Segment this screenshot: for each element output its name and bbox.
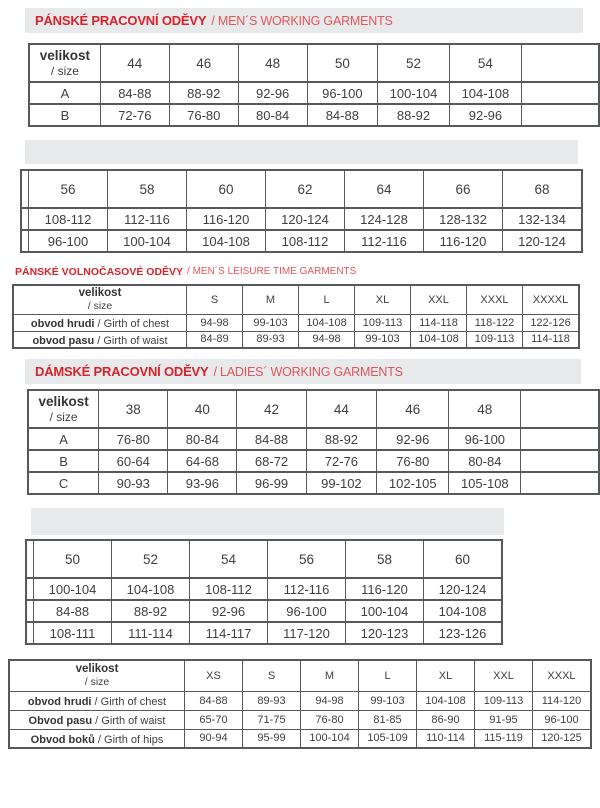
size-range-cell: 100-104 (346, 600, 424, 622)
size-column-header: 50 (307, 44, 377, 82)
size-range-cell: 96-100 (307, 82, 377, 104)
size-range-cell: 108-112 (266, 230, 345, 252)
heading-english-text: / MEN´S WORKING GARMENTS (211, 13, 393, 28)
size-range-cell: 116-120 (346, 578, 424, 600)
size-range-cell: 117-120 (268, 622, 346, 644)
clipped-value-cell (521, 82, 599, 104)
stub-cell (26, 622, 34, 644)
row-label-cell: C (28, 472, 99, 494)
size-column-header: 52 (112, 540, 190, 578)
size-range-cell: 102-105 (377, 472, 449, 494)
size-range-cell: 122-126 (523, 314, 580, 331)
size-range-cell: 93-96 (168, 472, 237, 494)
measurement-label-cell (9, 729, 185, 748)
size-range-cell: 109-113 (355, 314, 411, 331)
size-data-row (29, 82, 599, 104)
size-column-header: 38 (99, 390, 168, 428)
size-range-cell: 86-90 (417, 710, 475, 729)
size-range-cell: 84-88 (34, 600, 112, 622)
measurement-label-cell (13, 331, 187, 348)
size-column-header: 56 (268, 540, 346, 578)
size-column-header: XXL (475, 660, 533, 691)
size-range-cell: 100-104 (34, 578, 112, 600)
size-range-cell: 84-88 (237, 428, 306, 450)
size-range-cell: 120-124 (503, 230, 583, 252)
measurement-label-english: / Girth of chest (91, 696, 167, 708)
size-data-row (26, 578, 502, 600)
size-header-row (26, 540, 502, 578)
size-range-cell: 105-108 (449, 472, 521, 494)
size-column-header: 58 (346, 540, 424, 578)
size-range-cell: 114-117 (190, 622, 268, 644)
size-column-header: 58 (108, 170, 187, 208)
size-range-cell: 80-84 (449, 450, 521, 472)
size-column-header: XL (417, 660, 475, 691)
size-range-cell: 80-84 (238, 104, 307, 126)
row-label-cell: A (28, 428, 99, 450)
measurement-label-english: / Girth of waist (94, 334, 168, 347)
size-range-cell: 100-104 (378, 82, 450, 104)
size-data-row (21, 230, 582, 252)
size-corner-cell (13, 285, 187, 314)
size-range-cell: 88-92 (306, 428, 377, 450)
size-range-cell: 89-93 (243, 691, 301, 710)
size-data-row (21, 208, 582, 230)
size-range-cell: 81-85 (359, 710, 417, 729)
size-range-cell: 100-104 (301, 729, 359, 748)
size-range-cell: 116-120 (187, 208, 266, 230)
size-range-cell: 104-108 (424, 600, 503, 622)
size-range-cell: 68-72 (237, 450, 306, 472)
size-column-header: S (187, 285, 243, 314)
size-column-header: 42 (237, 390, 306, 428)
size-header-row (29, 44, 599, 82)
heading-czech-text: DÁMSKÉ PRACOVNÍ ODĚVY (35, 364, 209, 379)
size-column-header: S (243, 660, 301, 691)
measurement-label-cell (9, 710, 185, 729)
size-header-row (21, 170, 582, 208)
size-range-cell: 60-64 (99, 450, 168, 472)
size-range-cell: 111-114 (112, 622, 190, 644)
size-range-cell: 128-132 (424, 208, 503, 230)
size-range-cell: 76-80 (99, 428, 168, 450)
size-range-cell: 104-108 (417, 691, 475, 710)
clipped-column-header (521, 390, 599, 428)
size-range-cell: 71-75 (243, 710, 301, 729)
row-label-cell: A (29, 82, 100, 104)
size-range-cell: 64-68 (168, 450, 237, 472)
measurement-label-english: / Girth of waist (92, 715, 166, 727)
size-header-row (9, 660, 591, 691)
size-column-header: 54 (449, 44, 521, 82)
size-range-cell: 90-93 (99, 472, 168, 494)
size-data-row (29, 104, 599, 126)
corner-label-czech: velikost (75, 663, 119, 676)
size-column-header: L (359, 660, 417, 691)
size-range-cell: 92-96 (377, 428, 449, 450)
stub-cell (21, 170, 29, 208)
size-range-cell: 123-126 (424, 622, 503, 644)
size-range-cell: 84-88 (307, 104, 377, 126)
heading-ladies-working-garments (25, 359, 581, 384)
size-range-cell: 110-114 (417, 729, 475, 748)
size-column-header: 54 (190, 540, 268, 578)
size-range-cell: 92-96 (449, 104, 521, 126)
size-column-header: 60 (187, 170, 266, 208)
heading-mens-leisure-garments (15, 264, 600, 279)
size-range-cell: 96-100 (268, 600, 346, 622)
size-column-header: 68 (503, 170, 583, 208)
size-range-cell: 109-113 (475, 691, 533, 710)
size-range-cell: 99-102 (306, 472, 377, 494)
size-range-cell: 108-111 (34, 622, 112, 644)
size-range-cell: 65-70 (185, 710, 243, 729)
size-range-cell: 94-98 (299, 331, 355, 348)
size-range-cell: 118-122 (467, 314, 523, 331)
table-mens-sizes-44-54 (28, 43, 600, 127)
size-column-header: 40 (168, 390, 237, 428)
size-range-cell: 72-76 (100, 104, 169, 126)
row-label-cell: B (29, 104, 100, 126)
size-range-cell: 100-104 (108, 230, 187, 252)
table-ladies-sizes-38-48 (27, 389, 600, 495)
measurement-label-czech: Obvod pasu (28, 715, 93, 727)
size-range-cell: 96-99 (237, 472, 306, 494)
size-range-cell: 120-125 (533, 729, 592, 748)
size-data-row (13, 331, 579, 348)
size-range-cell: 89-93 (243, 331, 299, 348)
size-range-cell: 84-88 (100, 82, 169, 104)
size-range-cell: 76-80 (377, 450, 449, 472)
size-range-cell: 104-108 (449, 82, 521, 104)
size-range-cell: 104-108 (411, 331, 467, 348)
size-column-header: 48 (238, 44, 307, 82)
size-data-row (28, 472, 599, 494)
size-range-cell: 120-124 (266, 208, 345, 230)
size-range-cell: 99-103 (359, 691, 417, 710)
size-data-row (28, 450, 599, 472)
stub-cell (26, 600, 34, 622)
size-column-header: 46 (169, 44, 238, 82)
size-range-cell: 90-94 (185, 729, 243, 748)
size-corner-cell (29, 44, 100, 82)
measurement-label-czech: obvod hrudi (30, 318, 95, 330)
size-data-row (28, 428, 599, 450)
size-column-header: 44 (306, 390, 377, 428)
clipped-value-cell (521, 104, 599, 126)
table-mens-sizes-44-54-wrapper (28, 43, 600, 127)
size-data-row (13, 314, 579, 331)
size-column-header: 44 (100, 44, 169, 82)
table-mens-leisure-sizes (12, 284, 580, 349)
measurement-label-english: / Girth of chest (94, 318, 170, 330)
size-range-cell: 104-108 (187, 230, 266, 252)
size-range-cell: 96-100 (29, 230, 108, 252)
measurement-label-czech: obvod pasu (32, 334, 95, 347)
heading-czech-text: PÁNSKÉ VOLNOČASOVÉ ODĚVY (15, 265, 184, 278)
size-data-row (9, 729, 591, 748)
size-range-cell: 92-96 (190, 600, 268, 622)
size-column-header: 52 (378, 44, 450, 82)
heading-mens-working-garments (25, 8, 583, 33)
table-ladies-sizes-50-60 (25, 539, 503, 645)
size-column-header: 62 (266, 170, 345, 208)
size-range-cell: 109-113 (467, 331, 523, 348)
size-column-header: 56 (29, 170, 108, 208)
stub-cell (26, 540, 34, 578)
size-range-cell: 88-92 (169, 82, 238, 104)
size-column-header: M (301, 660, 359, 691)
table-ladies-sizes-38-48-wrapper (27, 389, 600, 495)
size-range-cell: 112-116 (268, 578, 346, 600)
size-header-row (28, 390, 599, 428)
corner-label-czech: velikost (39, 48, 91, 64)
size-range-cell: 112-116 (345, 230, 424, 252)
size-range-cell: 88-92 (378, 104, 450, 126)
size-data-row (26, 622, 502, 644)
size-range-cell: 108-112 (190, 578, 268, 600)
size-corner-cell (9, 660, 185, 691)
heading-english-text: / LADIES´ WORKING GARMENTS (213, 364, 403, 379)
corner-label-czech: velikost (38, 394, 89, 410)
size-range-cell: 80-84 (168, 428, 237, 450)
gray-spacer-band (31, 508, 504, 535)
size-column-header: 50 (34, 540, 112, 578)
corner-label-english: / size (49, 409, 78, 424)
size-range-cell: 76-80 (169, 104, 238, 126)
corner-label-english: / size (87, 299, 113, 312)
size-column-header: XXXL (533, 660, 592, 691)
clipped-value-cell (521, 450, 599, 472)
size-range-cell: 104-108 (112, 578, 190, 600)
size-column-header: XXXXL (523, 285, 580, 314)
size-range-cell: 94-98 (187, 314, 243, 331)
size-column-header: 46 (377, 390, 449, 428)
size-range-cell: 84-88 (185, 691, 243, 710)
corner-label-english: / size (84, 675, 110, 688)
measurement-label-czech: Obvod boků (30, 733, 95, 746)
size-range-cell: 116-120 (424, 230, 503, 252)
size-column-header: 60 (424, 540, 503, 578)
size-range-cell: 115-119 (475, 729, 533, 748)
size-range-cell: 72-76 (306, 450, 377, 472)
size-range-cell: 112-116 (108, 208, 187, 230)
size-column-header: XL (355, 285, 411, 314)
size-range-cell: 95-99 (243, 729, 301, 748)
gray-spacer-band (25, 140, 578, 164)
clipped-column-header (521, 44, 599, 82)
size-range-cell: 104-108 (299, 314, 355, 331)
heading-czech-text: PÁNSKÉ PRACOVNÍ ODĚVY (35, 13, 207, 28)
size-range-cell: 120-123 (346, 622, 424, 644)
size-data-row (9, 710, 591, 729)
size-range-cell: 99-103 (355, 331, 411, 348)
size-data-row (9, 691, 591, 710)
size-column-header: 64 (345, 170, 424, 208)
corner-label-english: / size (50, 63, 79, 78)
size-header-row (13, 285, 579, 314)
size-column-header: XXL (411, 285, 467, 314)
table-ladies-measurements-xs-xxxl (8, 659, 592, 749)
size-range-cell: 132-134 (503, 208, 583, 230)
size-data-row (26, 600, 502, 622)
clipped-value-cell (521, 472, 599, 494)
measurement-label-english: / Girth of hips (94, 733, 164, 746)
stub-cell (21, 230, 29, 252)
size-column-header: XS (185, 660, 243, 691)
corner-label-czech: velikost (78, 287, 122, 300)
size-range-cell: 99-103 (243, 314, 299, 331)
stub-cell (26, 578, 34, 600)
row-label-cell: B (28, 450, 99, 472)
size-range-cell: 96-100 (533, 710, 592, 729)
size-chart-page (0, 8, 600, 808)
size-range-cell: 114-118 (411, 314, 467, 331)
size-range-cell: 120-124 (424, 578, 503, 600)
stub-cell (21, 208, 29, 230)
size-range-cell: 114-120 (533, 691, 592, 710)
size-range-cell: 114-118 (523, 331, 580, 348)
size-range-cell: 91-95 (475, 710, 533, 729)
size-range-cell: 84-89 (187, 331, 243, 348)
table-mens-sizes-56-68 (20, 169, 583, 253)
size-range-cell: 76-80 (301, 710, 359, 729)
size-column-header: XXXL (467, 285, 523, 314)
heading-english-text: / MEN´S LEISURE TIME GARMENTS (187, 266, 357, 277)
size-column-header: 66 (424, 170, 503, 208)
size-range-cell: 124-128 (345, 208, 424, 230)
size-range-cell: 96-100 (449, 428, 521, 450)
size-column-header: M (243, 285, 299, 314)
measurement-label-cell (13, 314, 187, 331)
size-range-cell: 88-92 (112, 600, 190, 622)
measurement-label-czech: obvod hrudi (27, 696, 92, 708)
size-range-cell: 105-109 (359, 729, 417, 748)
size-corner-cell (28, 390, 99, 428)
size-range-cell: 108-112 (29, 208, 108, 230)
clipped-value-cell (521, 428, 599, 450)
measurement-label-cell (9, 691, 185, 710)
size-column-header: 48 (449, 390, 521, 428)
size-range-cell: 92-96 (238, 82, 307, 104)
size-column-header: L (299, 285, 355, 314)
size-range-cell: 94-98 (301, 691, 359, 710)
